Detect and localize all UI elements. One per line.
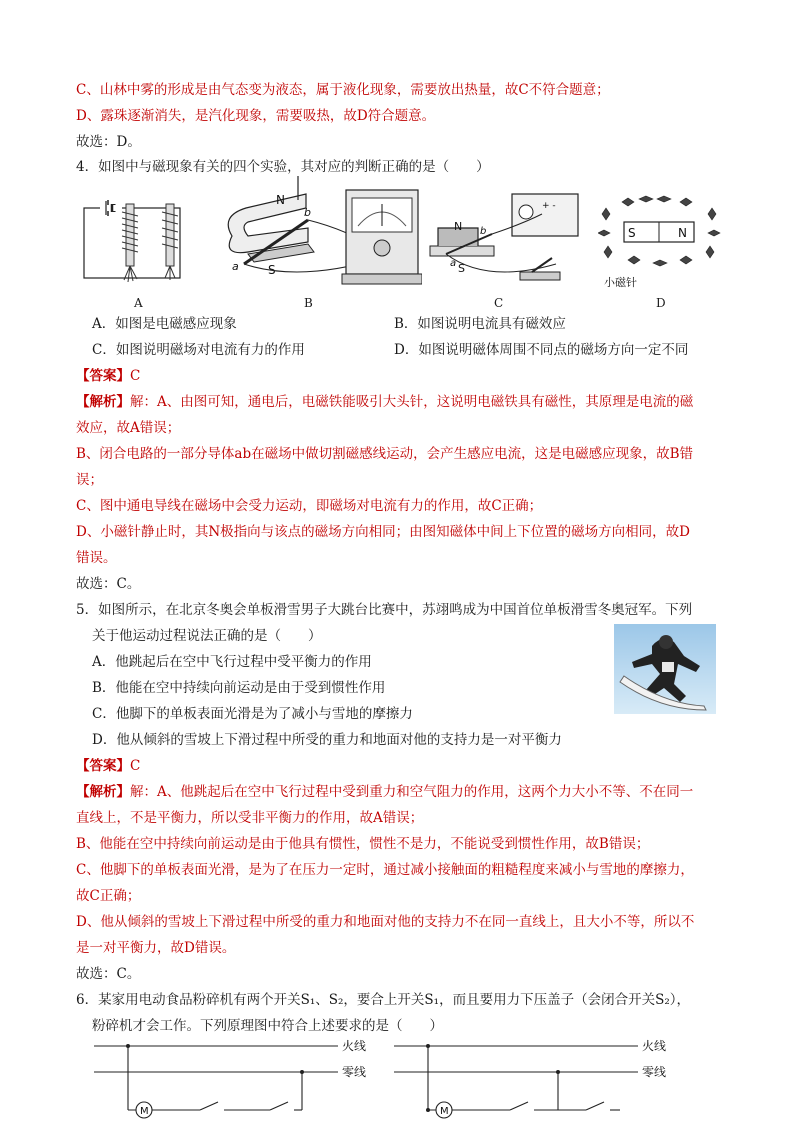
text-line: C、山林中雾的形成是由气态变为液态，属于液化现象，需要放出热量，故C不符合题意； [76, 82, 610, 98]
q4-option-c: C．如图说明磁场对电流有力的作用 [92, 342, 305, 358]
question-5-stem: 5．如图所示，在北京冬奥会单板滑雪男子大跳台比赛中，苏翊鸣成为中国首位单板滑雪冬奥冠军。下列 [76, 602, 693, 618]
figure-c-force-on-current [428, 190, 588, 290]
q5-explanation: 【解析】解：A、他跳起后在空中飞行过程中受到重力和空气阻力的作用，这两个力大小不等、不在同一 [76, 784, 694, 800]
figure-b-caption: B [304, 296, 313, 310]
figure-c-caption: C [494, 296, 504, 310]
q5-option-d: D．他从倾斜的雪坡上下滑过程中所受的重力和地面对他的支持力是一对平衡力 [92, 732, 562, 748]
text-line: 故选：C。 [76, 966, 141, 982]
figure-d-compass [598, 194, 722, 292]
q5-option-b: B．他能在空中持续向前运动是由于受到惯性作用 [92, 680, 386, 696]
text-line: 故C正确； [76, 888, 141, 904]
svg-text:+ -: + - [542, 201, 556, 211]
text-line: 是一对平衡力，故D错误。 [76, 940, 236, 956]
neutral-wire-label: 零线 [642, 1065, 667, 1079]
q4-option-a: A．如图是电磁感应现象 [92, 316, 237, 332]
label-s: S [268, 263, 276, 277]
label-s: S [458, 262, 465, 275]
text-line: 错误。 [76, 550, 117, 566]
q4-explanation: 【解析】解：A、由图可知，通电后，电磁铁能吸引大头针，这说明电磁铁具有磁性，其原理是电流的磁 [76, 394, 694, 410]
label-n: N [454, 220, 463, 233]
figure-a-electromagnet [82, 188, 194, 292]
text-line: 误； [76, 472, 103, 488]
q4-option-d: D．如图说明磁体周围不同点的磁场方向一定不同 [394, 342, 689, 358]
label-n: N [678, 226, 687, 240]
figure-a-caption: A [134, 296, 143, 310]
label-n: N [276, 193, 285, 207]
label-a: a [450, 258, 457, 269]
question-5-stem: 关于他运动过程说法正确的是（ ） [92, 628, 322, 644]
snowboarder-photo [614, 624, 716, 714]
question-6-stem: 6．某家用电动食品粉碎机有两个开关S₁、S₂，要合上开关S₁，而且要用力下压盖子（会闭合开关S₂）， [76, 992, 690, 1008]
text-line: D、小磁针静止时，其N极指向与该点的磁场方向相同；由图知磁体中间上下位置的磁场方向相同，故D [76, 524, 690, 540]
q5-option-a: A．他跳起后在空中飞行过程中受平衡力的作用 [92, 654, 372, 670]
q4-answer: 【答案】C [76, 368, 141, 384]
text-line: 故选：D。 [76, 134, 141, 150]
text-line: B、他能在空中持续向前运动是由于他具有惯性，惯性不是力，不能说受到惯性作用，故B错误； [76, 836, 650, 852]
label-a: a [232, 260, 239, 273]
label-s: S [628, 226, 636, 240]
label-b: b [304, 206, 311, 219]
fire-wire-label: 火线 [642, 1039, 667, 1053]
q5-answer: 【答案】C [76, 758, 141, 774]
motor-label: M [140, 1106, 149, 1117]
circuit-diagrams [90, 1036, 694, 1123]
text-line: B、闭合电路的一部分导体ab在磁场中做切割磁感线运动，会产生感应电流，这是电磁感应现象，故B错 [76, 446, 694, 462]
compass-label: 小磁针 [604, 276, 637, 289]
fire-wire-label: 火线 [342, 1039, 367, 1053]
figure-b-induction [212, 176, 422, 294]
q4-option-b: B．如图说明电流具有磁效应 [394, 316, 566, 332]
text-line: D、他从倾斜的雪坡上下滑过程中所受的重力和地面对他的支持力不在同一直线上，且大小不等，所以不 [76, 914, 695, 930]
question-6-stem: 粉碎机才会工作。下列原理图中符合上述要求的是（ ） [92, 1018, 443, 1034]
text-line: C、他脚下的单板表面光滑，是为了在压力一定时，通过减小接触面的粗糙程度来减小与雪地的摩擦力， [76, 862, 694, 878]
motor-label: M [440, 1106, 449, 1117]
text-line: C、图中通电导线在磁场中会受力运动，即磁场对电流有力的作用，故C正确； [76, 498, 543, 514]
text-line: D、露珠逐渐消失，是汽化现象，需要吸热，故D符合题意。 [76, 108, 436, 124]
q5-option-c: C．他脚下的单板表面光滑是为了减小与雪地的摩擦力 [92, 706, 413, 722]
question-4-stem: 4．如图中与磁现象有关的四个实验，其对应的判断正确的是（ ） [76, 159, 490, 175]
text-line: 故选：C。 [76, 576, 141, 592]
text-line: 直线上，不是平衡力，所以受非平衡力的作用，故A错误； [76, 810, 424, 826]
text-line: 效应，故A错误； [76, 420, 181, 436]
neutral-wire-label: 零线 [342, 1065, 367, 1079]
figure-d-caption: D [656, 296, 666, 310]
label-b: b [480, 226, 487, 237]
